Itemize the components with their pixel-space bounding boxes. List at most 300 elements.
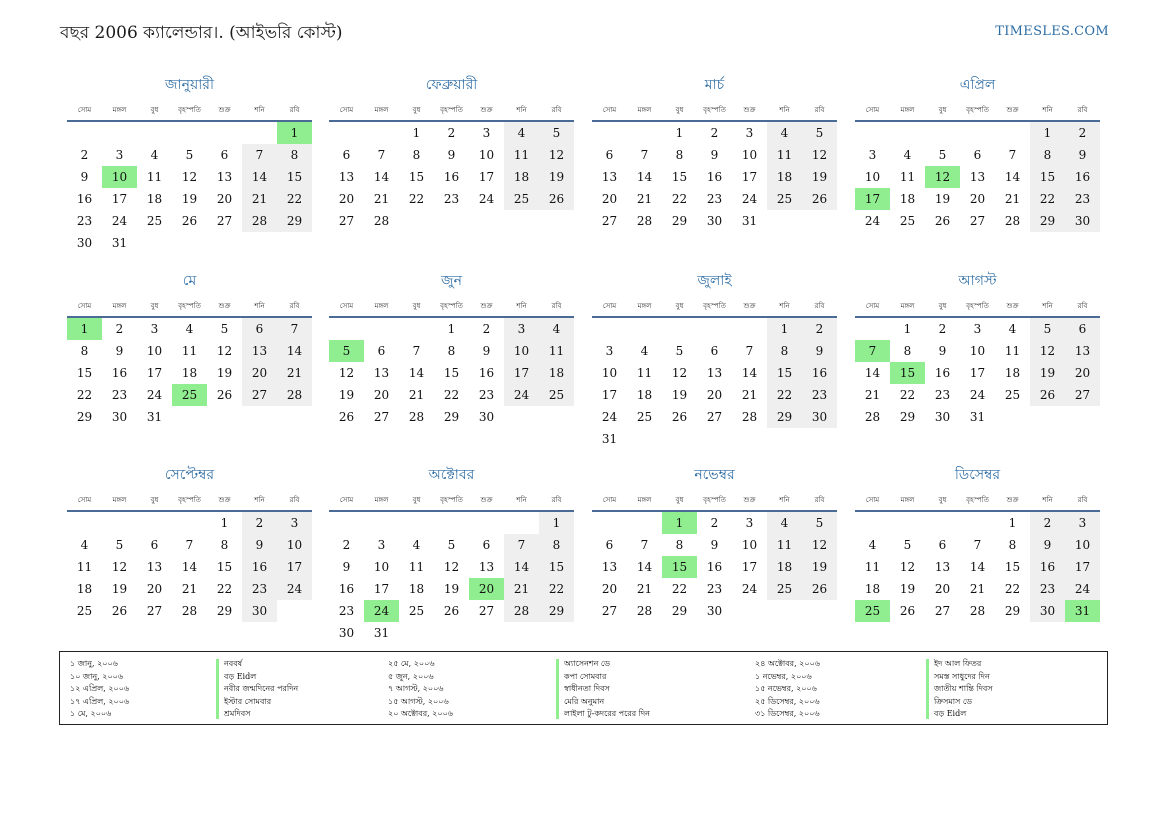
day-cell: 2 — [342, 538, 351, 552]
day-cell: 2 — [482, 322, 491, 336]
day-cell: 5 — [903, 538, 912, 552]
day-cell: 4 — [767, 122, 802, 144]
day-cell: 10 — [741, 148, 758, 162]
day-cell: 30 — [1030, 600, 1065, 622]
day-cell: 7 — [745, 344, 754, 358]
day-cell: 23 — [802, 384, 837, 406]
day-cell: 17 — [504, 362, 539, 384]
day-cell: 29 — [899, 410, 916, 424]
day-cell: 18 — [899, 192, 916, 206]
month-name: সেপ্টেম্বর — [164, 467, 215, 483]
weekday-label: শুক্র — [1006, 302, 1019, 310]
legend-date: ১০ জানু, ২০০৬ — [70, 671, 124, 681]
day-cell: 5 — [1030, 318, 1065, 340]
day-cell: 29 — [443, 410, 460, 424]
day-cell: 15 — [277, 166, 312, 188]
day-cell: 30 — [706, 604, 723, 618]
day-cell: 30 — [706, 214, 723, 228]
day-cell: 16 — [111, 366, 128, 380]
day-cell: 1 — [220, 516, 229, 530]
day-cell: 14 — [504, 556, 539, 578]
day-cell: 29 — [277, 210, 312, 232]
month-name: জুন — [441, 273, 462, 289]
day-cell: 11 — [539, 340, 574, 362]
weekday-label: রবি — [289, 106, 300, 114]
day-cell: 4 — [80, 538, 89, 552]
day-cell: 14 — [969, 560, 986, 574]
weekday-label: শনি — [1042, 302, 1053, 310]
month-name: আগস্ট — [958, 273, 997, 289]
week-row — [67, 340, 312, 362]
empty-cell — [469, 210, 504, 232]
empty-cell — [504, 406, 539, 428]
weekday-label: বুধ — [412, 106, 421, 114]
day-cell: 30 — [242, 600, 277, 622]
site-link[interactable]: TIMESLES.COM — [995, 24, 1109, 39]
day-cell: 26 — [181, 214, 198, 228]
week-row — [855, 534, 1100, 556]
month-block — [592, 466, 837, 622]
week-row — [592, 362, 837, 384]
weekday-label: শুক্র — [1006, 496, 1019, 504]
week-row — [67, 556, 312, 578]
day-cell: 12 — [671, 366, 688, 380]
day-cell: 3 — [482, 126, 491, 140]
day-cell: 2 — [447, 126, 456, 140]
legend-date: ১৭ এপ্রিল, ২০০৬ — [70, 696, 130, 706]
day-cell: 10 — [1065, 534, 1100, 556]
week-row — [592, 406, 837, 428]
day-cell: 16 — [1030, 556, 1065, 578]
day-cell: 2 — [802, 318, 837, 340]
holiday-legend — [59, 651, 1108, 725]
day-cell: 28 — [1004, 214, 1021, 228]
day-cell: 21 — [181, 582, 198, 596]
weekday-label: মঙ্গল — [112, 496, 127, 504]
week-row — [592, 318, 837, 340]
empty-cell — [242, 406, 277, 428]
day-cell: 18 — [767, 556, 802, 578]
weekday-label: শুক্র — [743, 302, 756, 310]
empty-cell — [242, 232, 277, 254]
week-row — [855, 188, 1100, 210]
day-cell: 18 — [181, 366, 198, 380]
day-cell: 19 — [539, 166, 574, 188]
day-cell: 29 — [539, 600, 574, 622]
day-cell: 19 — [1030, 362, 1065, 384]
empty-cell — [627, 428, 662, 450]
empty-cell — [172, 406, 207, 428]
day-cell: 26 — [216, 388, 233, 402]
empty-cell — [399, 210, 434, 232]
month-name: এপ্রিল — [959, 77, 996, 93]
day-cell: 12 — [443, 560, 460, 574]
weekday-label: বৃহস্পতি — [440, 496, 463, 504]
weekday-label: সোম — [339, 106, 354, 114]
empty-cell — [277, 406, 312, 428]
month-block — [855, 76, 1100, 232]
legend-names — [564, 658, 650, 721]
day-cell: 7 — [640, 148, 649, 162]
day-cell: 13 — [1065, 340, 1100, 362]
week-row — [855, 144, 1100, 166]
day-cell: 27 — [242, 384, 277, 406]
month-block — [67, 76, 312, 254]
day-cell: 20 — [338, 192, 355, 206]
empty-cell — [469, 622, 504, 644]
day-cell: 20 — [601, 582, 618, 596]
day-cell: 11 — [408, 560, 425, 574]
day-cell: 13 — [706, 366, 723, 380]
weekday-header — [592, 300, 837, 314]
weekday-label: বুধ — [938, 106, 947, 114]
legend-color-bar — [216, 659, 219, 719]
legend-holiday-name: নববর্ষ — [224, 659, 243, 668]
week-row — [855, 512, 1100, 534]
day-cell: 29 — [76, 410, 93, 424]
empty-cell — [767, 428, 802, 450]
day-cell: 12 — [181, 170, 198, 184]
day-cell: 25 — [146, 214, 163, 228]
legend-date: ২৪ অক্টোবর, ২০০৬ — [755, 659, 820, 668]
empty-cell — [137, 122, 172, 144]
day-cell: 2 — [710, 516, 719, 530]
day-cell: 16 — [934, 366, 951, 380]
legend-date: ৫ জুন, ২০০৬ — [388, 671, 434, 681]
day-cell: 12 — [925, 166, 960, 188]
empty-cell — [592, 512, 627, 534]
day-cell: 19 — [934, 192, 951, 206]
day-cell: 23 — [1065, 188, 1100, 210]
empty-cell — [172, 122, 207, 144]
day-cell: 9 — [447, 148, 456, 162]
day-cell: 26 — [934, 214, 951, 228]
weekday-label: মঙ্গল — [637, 106, 652, 114]
day-cell: 22 — [539, 578, 574, 600]
weekday-label: বুধ — [412, 496, 421, 504]
day-cell: 3 — [973, 322, 982, 336]
weekday-label: সোম — [602, 106, 617, 114]
day-cell: 6 — [150, 538, 159, 552]
week-row — [67, 406, 312, 428]
day-cell: 29 — [1004, 604, 1021, 618]
empty-cell — [995, 122, 1030, 144]
day-cell: 18 — [76, 582, 93, 596]
day-cell: 25 — [408, 604, 425, 618]
week-row — [855, 600, 1100, 622]
day-cell: 7 — [242, 144, 277, 166]
week-row — [592, 122, 837, 144]
day-cell: 2 — [242, 512, 277, 534]
day-cell: 7 — [277, 318, 312, 340]
empty-cell — [627, 318, 662, 340]
day-cell: 1 — [67, 318, 102, 340]
weekday-label: শনি — [254, 496, 265, 504]
weekday-label: সোম — [865, 302, 880, 310]
month-name: জানুয়ারী — [165, 77, 214, 93]
day-cell: 11 — [767, 534, 802, 556]
day-cell: 21 — [504, 578, 539, 600]
empty-cell — [1030, 406, 1065, 428]
weekday-label: বৃহস্পতি — [178, 496, 201, 504]
day-cell: 10 — [504, 340, 539, 362]
empty-cell — [627, 122, 662, 144]
day-cell: 5 — [329, 340, 364, 362]
day-cell: 13 — [373, 366, 390, 380]
day-cell: 26 — [802, 188, 837, 210]
day-cell: 4 — [412, 538, 421, 552]
legend-holiday-name: শ্রমদিবস — [224, 709, 251, 718]
day-cell: 10 — [969, 344, 986, 358]
day-cell: 9 — [115, 344, 124, 358]
day-cell: 13 — [969, 170, 986, 184]
weekday-label: বুধ — [150, 496, 159, 504]
week-row — [67, 232, 312, 254]
day-cell: 17 — [601, 388, 618, 402]
weekday-header — [67, 494, 312, 508]
day-cell: 24 — [277, 578, 312, 600]
day-cell: 25 — [172, 384, 207, 406]
day-cell: 12 — [802, 534, 837, 556]
day-cell: 29 — [216, 604, 233, 618]
week-row — [329, 122, 574, 144]
empty-cell — [890, 512, 925, 534]
weekday-label: মঙ্গল — [637, 496, 652, 504]
day-cell: 25 — [855, 600, 890, 622]
weekday-label: বৃহস্পতি — [966, 106, 989, 114]
weekday-header — [592, 104, 837, 118]
day-cell: 22 — [671, 192, 688, 206]
day-cell: 19 — [216, 366, 233, 380]
day-cell: 25 — [636, 410, 653, 424]
day-cell: 20 — [469, 578, 504, 600]
day-cell: 16 — [706, 170, 723, 184]
legend-holiday-name: কপা সোমবার — [564, 671, 607, 681]
day-cell: 29 — [671, 604, 688, 618]
day-cell: 26 — [899, 604, 916, 618]
day-cell: 4 — [868, 538, 877, 552]
empty-cell — [172, 512, 207, 534]
legend-holiday-name: স্বাধীনতা দিবস — [564, 684, 610, 693]
empty-cell — [802, 600, 837, 622]
weekday-label: বৃহস্পতি — [440, 302, 463, 310]
day-cell: 3 — [115, 148, 124, 162]
weekday-label: বৃহস্পতি — [178, 302, 201, 310]
day-cell: 10 — [102, 166, 137, 188]
empty-cell — [855, 122, 890, 144]
weekday-header — [329, 494, 574, 508]
month-block — [855, 272, 1100, 428]
empty-cell — [364, 318, 399, 340]
empty-cell — [890, 122, 925, 144]
month-block — [329, 76, 574, 232]
legend-color-bar — [556, 659, 559, 719]
day-cell: 26 — [338, 410, 355, 424]
week-row — [67, 318, 312, 340]
weekday-label: মঙ্গল — [637, 302, 652, 310]
day-cell: 23 — [338, 604, 355, 618]
day-cell: 14 — [408, 366, 425, 380]
weekday-header — [329, 300, 574, 314]
week-row — [329, 188, 574, 210]
week-row — [329, 210, 574, 232]
weekday-label: রবি — [814, 302, 825, 310]
day-cell: 15 — [216, 560, 233, 574]
empty-cell — [329, 318, 364, 340]
weekday-header — [855, 104, 1100, 118]
day-cell: 7 — [640, 538, 649, 552]
day-cell: 3 — [150, 322, 159, 336]
day-cell: 19 — [802, 166, 837, 188]
day-cell: 9 — [342, 560, 351, 574]
day-cell: 9 — [938, 344, 947, 358]
empty-cell — [399, 512, 434, 534]
day-cell: 21 — [864, 388, 881, 402]
weekday-label: বৃহস্পতি — [966, 302, 989, 310]
legend-names — [224, 658, 298, 721]
weekday-label: শনি — [1042, 496, 1053, 504]
day-cell: 1 — [675, 126, 684, 140]
day-cell: 12 — [216, 344, 233, 358]
day-cell: 27 — [478, 604, 495, 618]
day-cell: 28 — [636, 214, 653, 228]
day-cell: 27 — [216, 214, 233, 228]
day-cell: 24 — [146, 388, 163, 402]
day-cell: 5 — [675, 344, 684, 358]
day-cell: 21 — [636, 582, 653, 596]
week-row — [67, 166, 312, 188]
week-row — [592, 428, 837, 450]
legend-date: ১৫ নভেম্বর, ২০০৬ — [755, 684, 817, 693]
day-cell: 18 — [408, 582, 425, 596]
day-cell: 14 — [1004, 170, 1021, 184]
day-cell: 8 — [1030, 144, 1065, 166]
week-row — [855, 384, 1100, 406]
day-cell: 4 — [640, 344, 649, 358]
day-cell: 3 — [745, 126, 754, 140]
day-cell: 13 — [601, 170, 618, 184]
empty-cell — [434, 512, 469, 534]
week-row — [67, 122, 312, 144]
day-cell: 16 — [443, 170, 460, 184]
day-cell: 26 — [539, 188, 574, 210]
day-cell: 23 — [934, 388, 951, 402]
day-cell: 1 — [277, 122, 312, 144]
week-row — [855, 122, 1100, 144]
week-row — [855, 556, 1100, 578]
day-cell: 4 — [150, 148, 159, 162]
weekday-header — [67, 104, 312, 118]
empty-cell — [137, 512, 172, 534]
day-cell: 31 — [969, 410, 986, 424]
week-row — [329, 512, 574, 534]
day-cell: 14 — [636, 560, 653, 574]
weekday-label: সোম — [339, 496, 354, 504]
day-cell: 22 — [408, 192, 425, 206]
day-cell: 17 — [111, 192, 128, 206]
day-cell: 2 — [1065, 122, 1100, 144]
empty-cell — [504, 210, 539, 232]
day-cell: 14 — [181, 560, 198, 574]
weekday-label: মঙ্গল — [374, 302, 389, 310]
legend-dates — [388, 658, 453, 721]
empty-cell — [207, 406, 242, 428]
day-cell: 21 — [408, 388, 425, 402]
legend-date: ২০ অক্টোবর, ২০০৬ — [388, 709, 453, 718]
day-cell: 17 — [373, 582, 390, 596]
day-cell: 16 — [76, 192, 93, 206]
weekday-label: শুক্র — [218, 106, 231, 114]
weekday-label: রবি — [814, 106, 825, 114]
day-cell: 27 — [1065, 384, 1100, 406]
day-cell: 28 — [636, 604, 653, 618]
empty-cell — [592, 122, 627, 144]
weekday-header — [855, 494, 1100, 508]
weekday-label: সোম — [865, 496, 880, 504]
day-cell: 27 — [146, 604, 163, 618]
day-cell: 25 — [1004, 388, 1021, 402]
day-cell: 15 — [539, 556, 574, 578]
weekday-label: মঙ্গল — [374, 106, 389, 114]
weekday-label: মঙ্গল — [900, 106, 915, 114]
week-row — [592, 578, 837, 600]
weekday-label: শনি — [254, 302, 265, 310]
legend-names — [934, 658, 993, 721]
month-block — [592, 272, 837, 450]
weekday-label: শুক্র — [480, 496, 493, 504]
weekday-label: বুধ — [938, 302, 947, 310]
week-row — [67, 188, 312, 210]
day-cell: 10 — [146, 344, 163, 358]
empty-cell — [434, 210, 469, 232]
empty-cell — [732, 318, 767, 340]
day-cell: 14 — [864, 366, 881, 380]
weekday-label: সোম — [865, 106, 880, 114]
day-cell: 14 — [373, 170, 390, 184]
empty-cell — [207, 122, 242, 144]
week-row — [855, 362, 1100, 384]
day-cell: 1 — [1030, 122, 1065, 144]
empty-cell — [662, 318, 697, 340]
day-cell: 6 — [938, 538, 947, 552]
weekday-label: শুক্র — [218, 496, 231, 504]
week-row — [855, 578, 1100, 600]
day-cell: 2 — [80, 148, 89, 162]
month-name: মে — [182, 273, 197, 289]
month-name: ফেব্রুয়ারী — [425, 77, 478, 93]
weekday-label: সোম — [77, 302, 92, 310]
day-cell: 1 — [662, 512, 697, 534]
day-cell: 4 — [1008, 322, 1017, 336]
day-cell: 28 — [741, 410, 758, 424]
day-cell: 30 — [1065, 210, 1100, 232]
empty-cell — [277, 600, 312, 622]
day-cell: 1 — [767, 318, 802, 340]
day-cell: 28 — [969, 604, 986, 618]
empty-cell — [434, 622, 469, 644]
day-cell: 26 — [1030, 384, 1065, 406]
day-cell: 26 — [443, 604, 460, 618]
weekday-label: বৃহস্পতি — [966, 496, 989, 504]
legend-holiday-name: জাতীয় শান্তি দিবস — [934, 684, 993, 693]
day-cell: 24 — [969, 388, 986, 402]
weekday-label: রবি — [289, 302, 300, 310]
day-cell: 5 — [539, 122, 574, 144]
day-cell: 30 — [934, 410, 951, 424]
day-cell: 8 — [1008, 538, 1017, 552]
empty-cell — [539, 210, 574, 232]
day-cell: 8 — [220, 538, 229, 552]
